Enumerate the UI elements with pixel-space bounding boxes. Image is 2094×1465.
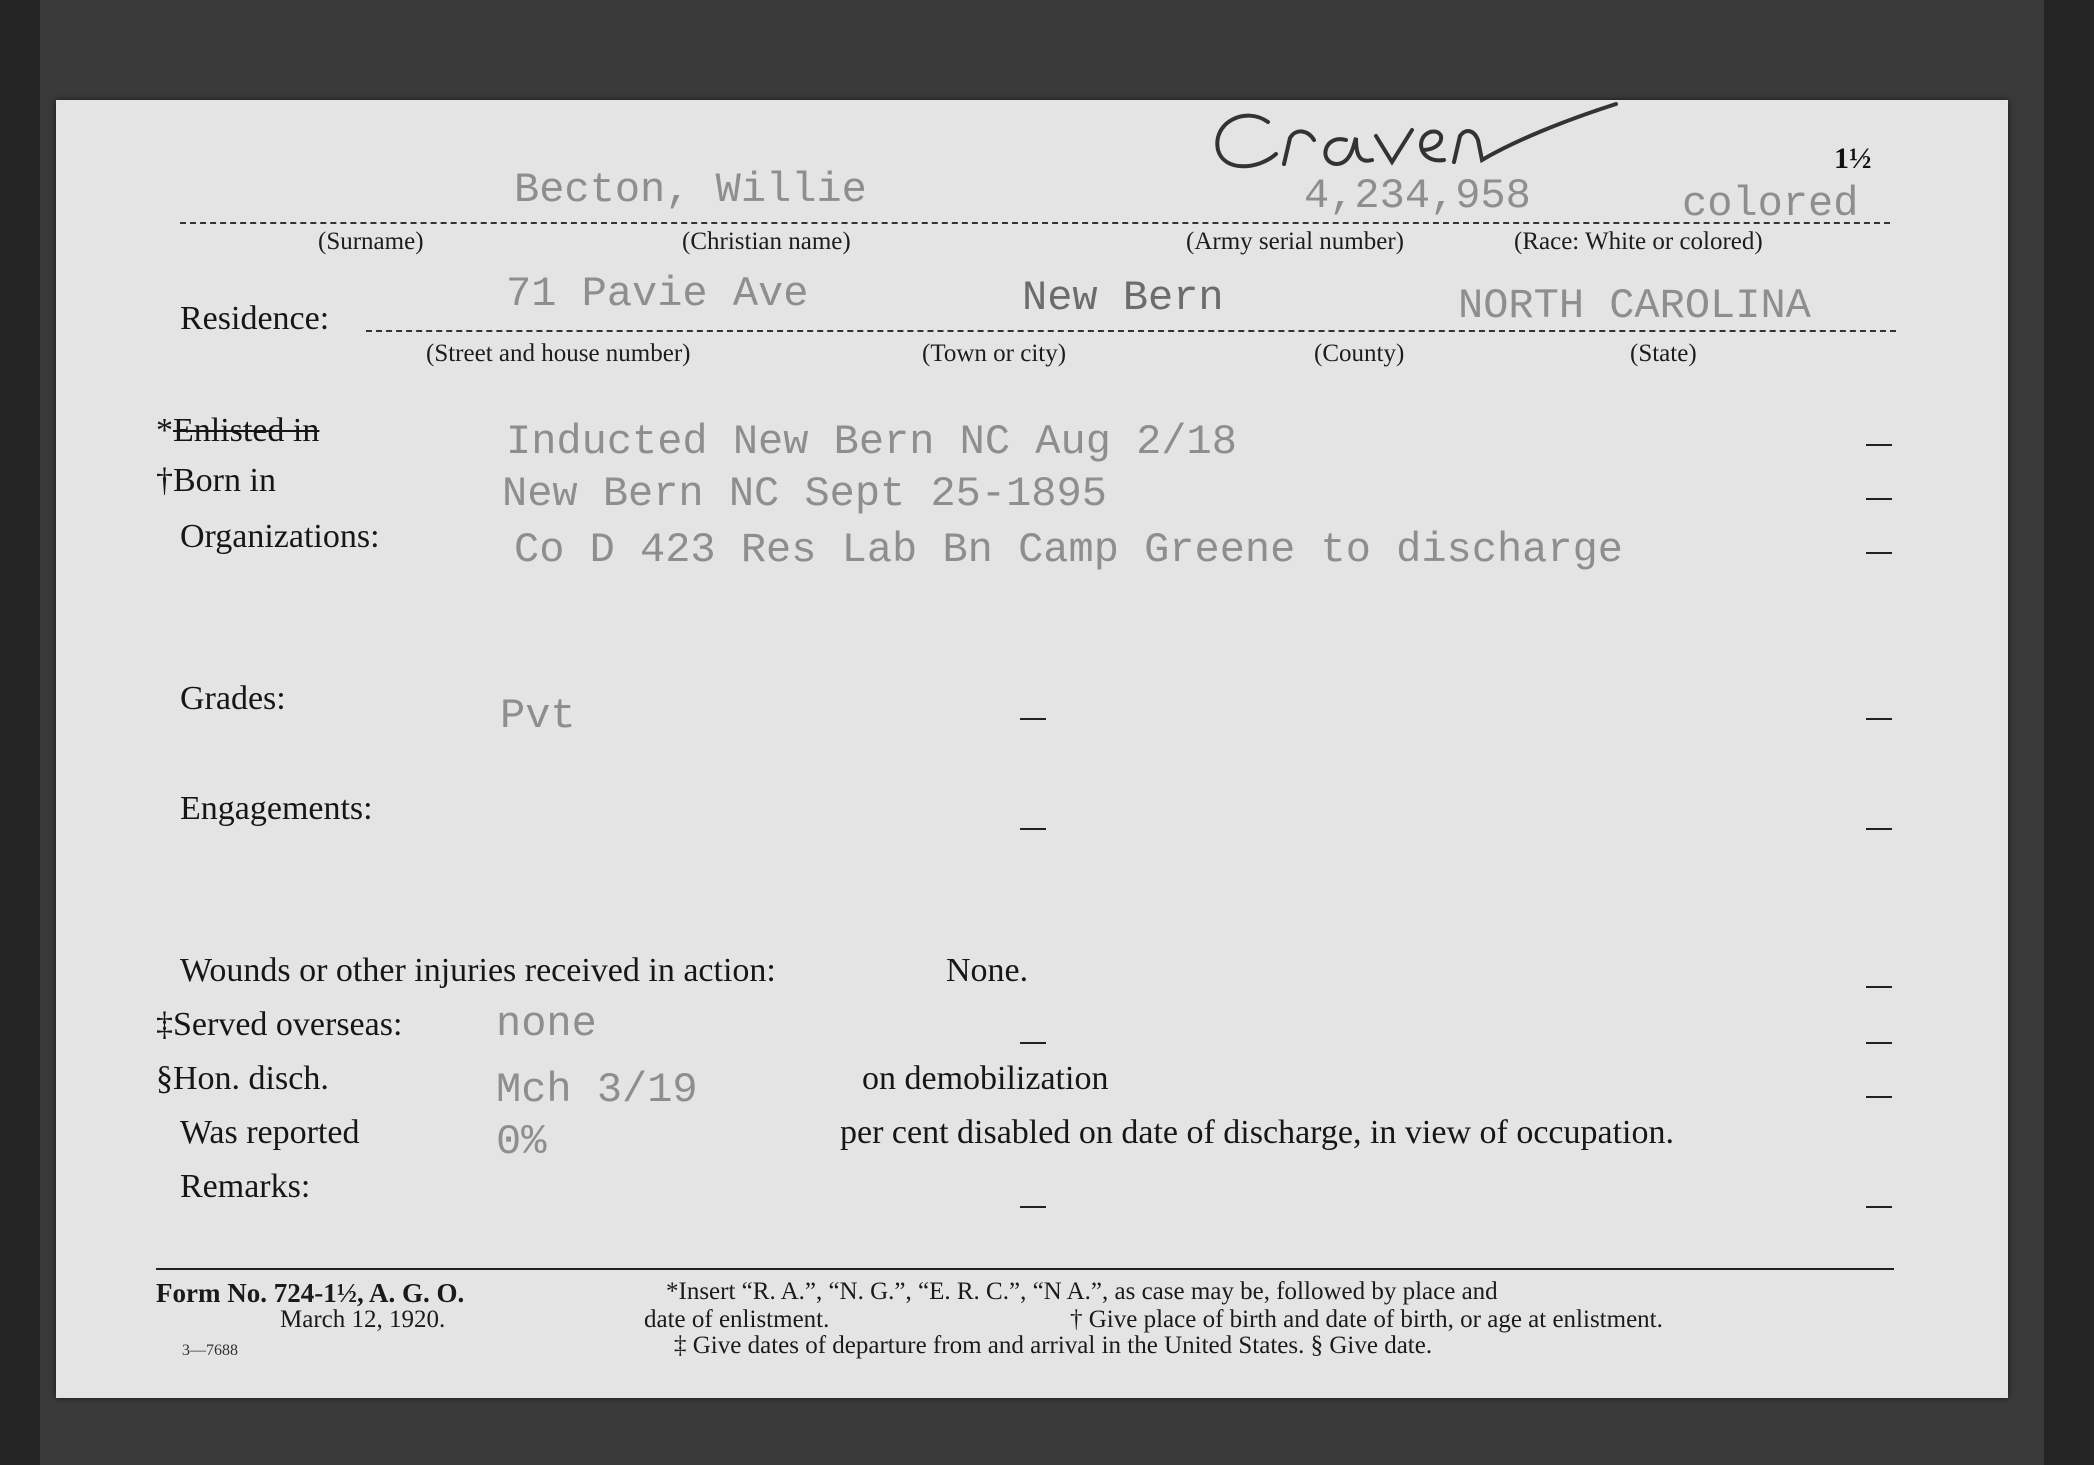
wounds-label: Wounds or other injuries received in action: bbox=[180, 952, 776, 989]
scan-background-left bbox=[0, 0, 40, 1465]
engagements-mid-dash bbox=[1020, 828, 1046, 830]
footnote-line-1: *Insert “R. A.”, “N. G.”, “E. R. C.”, “N A.”, as case may be, followed by place and bbox=[666, 1278, 1498, 1305]
surname-caption: (Surname) bbox=[318, 228, 424, 255]
organizations-end-dash bbox=[1866, 552, 1892, 554]
street-caption: (Street and house number) bbox=[426, 340, 691, 367]
enlisted-label bbox=[156, 412, 319, 450]
serial-caption: (Army serial number) bbox=[1186, 228, 1404, 255]
enlisted-value: Inducted New Bern NC Aug 2/18 bbox=[506, 418, 1237, 466]
header-dashed-line bbox=[180, 222, 1890, 224]
grades-end-dash bbox=[1866, 718, 1892, 720]
overseas-end-dash bbox=[1866, 1042, 1892, 1044]
grades-mid-dash bbox=[1020, 718, 1046, 720]
born-end-dash bbox=[1866, 498, 1892, 500]
residence-street-value: 71 Pavie Ave bbox=[506, 270, 809, 318]
overseas-value: none bbox=[496, 1000, 597, 1048]
wounds-end-dash bbox=[1866, 986, 1892, 988]
overseas-label-text: Served overseas: bbox=[173, 1006, 403, 1043]
remarks-end-dash bbox=[1866, 1206, 1892, 1208]
engagements-label: Engagements: bbox=[180, 790, 373, 827]
wounds-value: None. bbox=[946, 952, 1029, 989]
form-date: March 12, 1920. bbox=[280, 1306, 446, 1333]
engagements-end-dash bbox=[1866, 828, 1892, 830]
discharge-label bbox=[156, 1060, 329, 1098]
race-value: colored bbox=[1682, 180, 1859, 228]
enlisted-end-dash bbox=[1866, 444, 1892, 446]
state-caption: (State) bbox=[1630, 340, 1697, 367]
footnote-line-2b: † Give place of birth and date of birth, or age at enlistment. bbox=[1070, 1306, 1663, 1333]
organizations-label: Organizations: bbox=[180, 518, 380, 555]
residence-dashed-line bbox=[366, 330, 1896, 332]
remarks-mid-dash bbox=[1020, 1206, 1046, 1208]
residence-label: Residence: bbox=[180, 300, 330, 337]
service-record-card bbox=[56, 100, 2008, 1398]
surname-given-value: Becton, Willie bbox=[514, 166, 867, 214]
discharge-marker: § bbox=[156, 1060, 173, 1097]
born-marker: † bbox=[156, 462, 173, 499]
fraction-mark: 1½ bbox=[1834, 142, 1872, 175]
race-caption: (Race: White or colored) bbox=[1514, 228, 1763, 255]
footer-rule bbox=[156, 1268, 1894, 1270]
footnote-line-2a: date of enlistment. bbox=[644, 1306, 830, 1333]
town-caption: (Town or city) bbox=[922, 340, 1067, 367]
reported-label: Was reported bbox=[180, 1114, 360, 1151]
born-label-text: Born in bbox=[173, 462, 276, 499]
overseas-marker: ‡ bbox=[156, 1006, 173, 1043]
christian-name-caption: (Christian name) bbox=[682, 228, 851, 255]
scan-background-right bbox=[2044, 0, 2094, 1465]
discharge-end-dash bbox=[1866, 1096, 1892, 1098]
overseas-mid-dash bbox=[1020, 1042, 1046, 1044]
grades-label: Grades: bbox=[180, 680, 286, 717]
overseas-label bbox=[156, 1006, 402, 1044]
remarks-label: Remarks: bbox=[180, 1168, 311, 1205]
reported-suffix: per cent disabled on date of discharge, in view of occupation. bbox=[840, 1114, 1674, 1151]
serial-number-value: 4,234,958 bbox=[1304, 172, 1531, 220]
grades-value: Pvt bbox=[500, 692, 576, 740]
discharge-suffix: on demobilization bbox=[862, 1060, 1109, 1097]
organizations-value: Co D 423 Res Lab Bn Camp Greene to discharge bbox=[514, 526, 1623, 574]
reported-value: 0% bbox=[496, 1118, 547, 1166]
residence-state-value: NORTH CAROLINA bbox=[1458, 282, 1811, 330]
born-label bbox=[156, 462, 276, 500]
discharge-value: Mch 3/19 bbox=[496, 1066, 698, 1114]
form-number: Form No. 724-1½, A. G. O. bbox=[156, 1278, 465, 1308]
born-value: New Bern NC Sept 25-1895 bbox=[502, 470, 1107, 518]
enlisted-label-text: Enlisted in bbox=[173, 412, 320, 449]
enlisted-marker: * bbox=[156, 412, 173, 449]
print-code: 3—7688 bbox=[182, 1342, 238, 1359]
footnote-line-3: ‡ Give dates of departure from and arrival in the United States. § Give date. bbox=[674, 1332, 1433, 1359]
residence-town-value: New Bern bbox=[1022, 274, 1224, 322]
county-caption: (County) bbox=[1314, 340, 1405, 367]
discharge-label-text: Hon. disch. bbox=[173, 1060, 329, 1097]
